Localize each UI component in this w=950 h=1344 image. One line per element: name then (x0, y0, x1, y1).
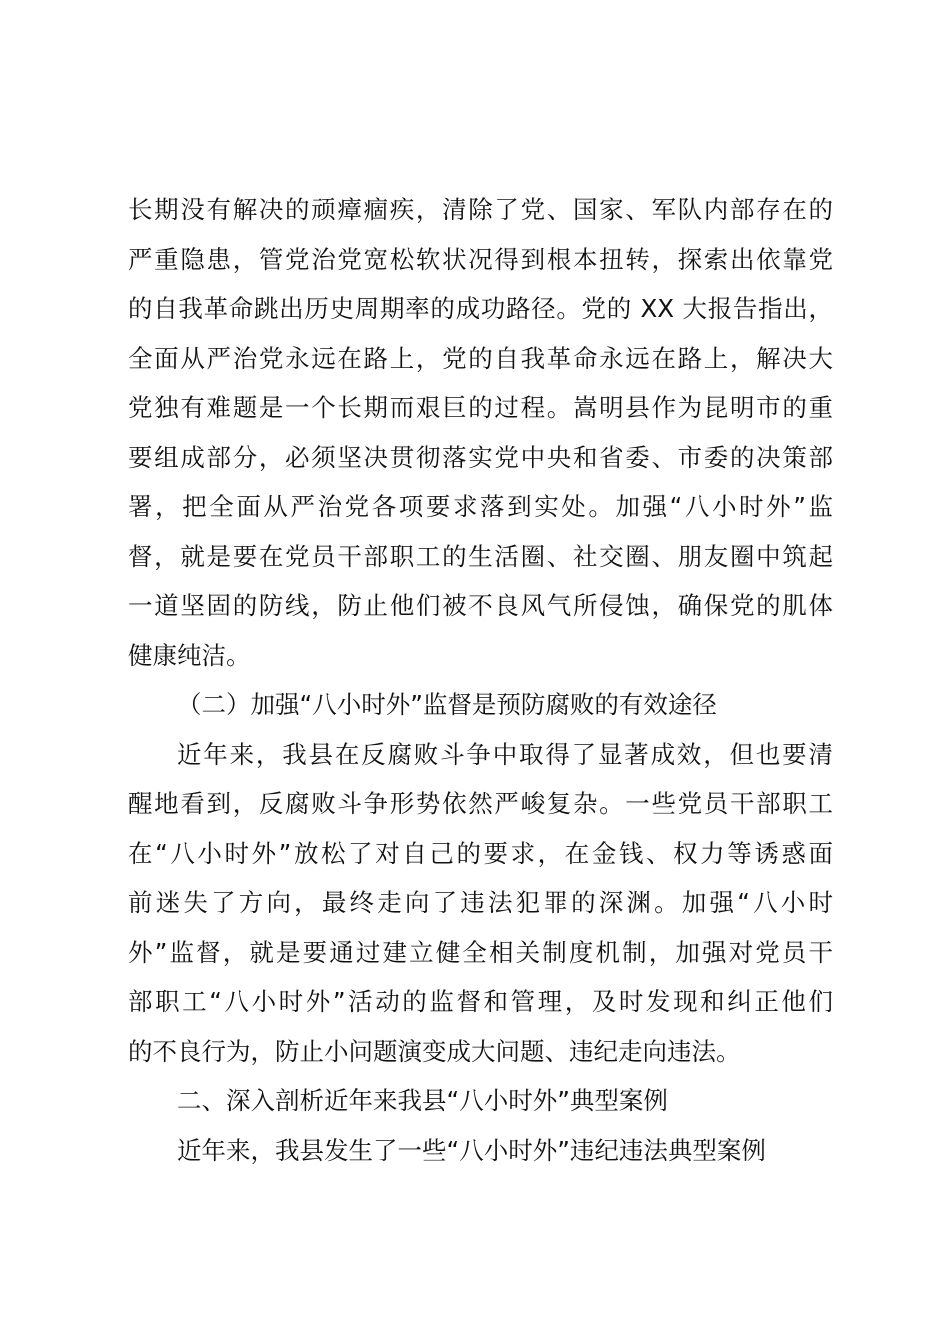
paragraph-line: 健康纯洁。 (128, 640, 251, 670)
paragraph-line: 前迷失了方向，最终走向了违法犯罪的深渊。加强“八小时 (128, 888, 833, 917)
paragraph-line: 近年来，我县在反腐败斗争中取得了显著成效，但也要清 (177, 739, 833, 769)
section-heading: （二）加强“八小时外”监督是预防腐败的有效途径 (177, 690, 717, 719)
paragraph-line: 督，就是要在党员干部职工的生活圈、社交圈、朋友圈中筑起 (128, 541, 833, 571)
paragraph-line: 严重隐患，管党治党宽松软状况得到根本扭转，探索出依靠党 (128, 244, 833, 274)
paragraph-line: 党独有难题是一个长期而艰巨的过程。嵩明县作为昆明市的重 (128, 393, 833, 422)
document-body (128, 185, 833, 1175)
paragraph-line: 的不良行为，防止小问题演变成大问题、违纪走向违法。 (128, 1036, 741, 1066)
paragraph-line: 一道坚固的防线，防止他们被不良风气所侵蚀，确保党的肌体 (128, 591, 833, 620)
section-heading: 二、深入剖析近年来我县“八小时外”典型案例 (177, 1086, 668, 1115)
paragraph-line: 部职工“八小时外”活动的监督和管理，及时发现和纠正他们 (128, 987, 833, 1016)
paragraph-line: 要组成部分，必须坚决贯彻落实党中央和省委、市委的决策部 (128, 442, 833, 472)
paragraph-line: 长期没有解决的顽瘴痼疾，清除了党、国家、军队内部存在的 (128, 195, 833, 224)
paragraph-line: 醒地看到，反腐败斗争形势依然严峻复杂。一些党员干部职工 (128, 789, 833, 818)
paragraph-line: 在“八小时外”放松了对自己的要求，在金钱、权力等诱惑面 (128, 838, 833, 868)
paragraph-line: 的自我革命跳出历史周期率的成功路径。党的 XX 大报告指出， (128, 294, 833, 323)
paragraph-line: 近年来，我县发生了一些“八小时外”违纪违法典型案例 (177, 1135, 766, 1165)
paragraph-line: 外”监督，就是要通过建立健全相关制度机制，加强对党员干 (128, 937, 833, 967)
paragraph-line: 署，把全面从严治党各项要求落到实处。加强“八小时外”监 (128, 492, 833, 521)
paragraph-line: 全面从严治党永远在路上，党的自我革命永远在路上，解决大 (128, 343, 833, 373)
